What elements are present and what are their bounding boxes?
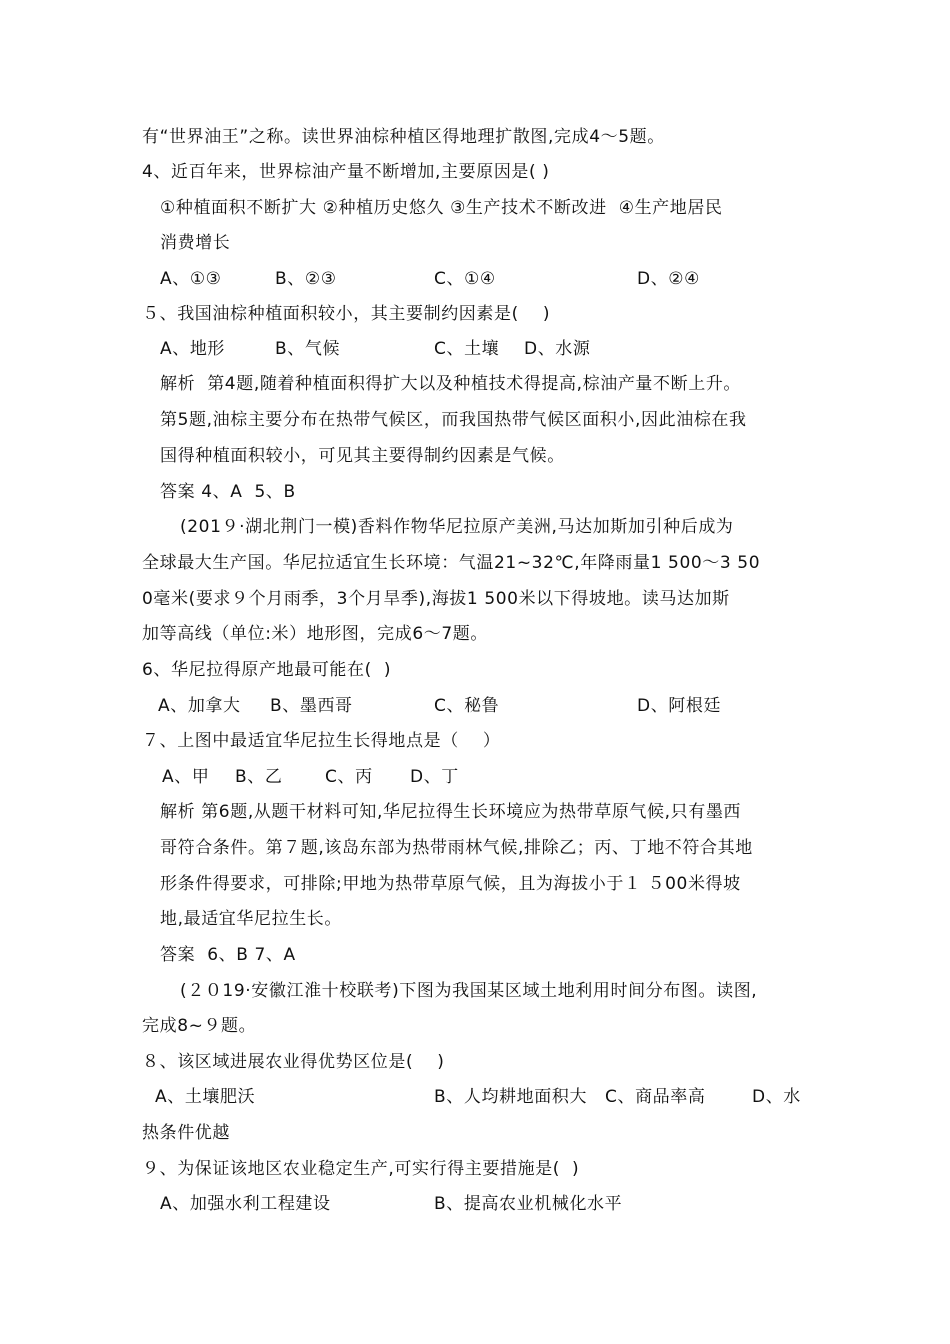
q5-option-b: B、气候 — [275, 339, 341, 359]
question-4-statements: ①种植面积不断扩大 ②种植历史悠久 ③生产技术不断改进 ④生产地居民 — [160, 198, 723, 218]
question-8: ８、该区域进展农业得优势区位是( ) — [142, 1052, 445, 1072]
intro-6-7: (201９·湖北荆门一模)香料作物华尼拉原产美洲,马达加斯加引种后成为 — [180, 517, 734, 537]
analysis-4-5-cont: 第5题,油棕主要分布在热带气候区，而我国热带气候区面积小,因此油棕在我 — [160, 410, 747, 430]
question-4: 4、近百年来，世界棕油产量不断增加,主要原因是( ) — [142, 162, 550, 182]
answer-4-5: 答案 4、A 5、B — [160, 482, 296, 502]
answer-6-7: 答案 6、B 7、A — [160, 945, 296, 965]
intro-8-9: (２０19·安徽江淮十校联考)下图为我国某区域土地利用时间分布图。读图, — [180, 981, 758, 1001]
q8-option-d: D、水 — [752, 1087, 801, 1107]
q7-option-b: B、乙 — [235, 767, 295, 787]
q7-option-c: C、丙 — [325, 767, 385, 787]
q7-option-a: A、甲 — [162, 767, 222, 787]
intro-6-7-cont2: 0毫米(要求９个月雨季，3个月旱季),海拔1 500米以下得坡地。读马达加斯 — [142, 589, 730, 609]
q7-option-d: D、丁 — [410, 767, 459, 787]
question-4-statements-cont: 消费增长 — [160, 233, 231, 253]
question-5: ５、我国油棕种植面积较小，其主要制约因素是( ) — [142, 304, 551, 324]
q4-option-b: B、②③ — [275, 269, 337, 289]
intro-8-9-cont: 完成8~９题。 — [142, 1016, 257, 1036]
q8-option-c: C、商品率高 — [605, 1087, 718, 1107]
q5-option-a: A、地形 — [160, 339, 226, 359]
q4-option-c: C、①④ — [434, 269, 496, 289]
q4-option-a: A、①③ — [160, 269, 222, 289]
question-6: 6、华尼拉得原产地最可能在( ) — [142, 660, 392, 680]
q6-option-a: A、加拿大 — [158, 696, 247, 716]
q8-option-b: B、人均耕地面积大 — [434, 1087, 594, 1107]
q4-option-d: D、②④ — [637, 269, 700, 289]
analysis-6-7-cont3: 地,最适宜华尼拉生长。 — [160, 909, 343, 929]
analysis-6-7-cont2: 形条件得要求，可排除;甲地为热带草原气候，且为海拔小于１ ５00米得坡 — [160, 874, 741, 894]
intro-6-7-cont3: 加等高线（单位:米）地形图，完成6～7题。 — [142, 624, 488, 644]
intro-6-7-cont: 全球最大生产国。华尼拉适宜生长环境：气温21~32℃,年降雨量1 500～3 50 — [142, 553, 761, 573]
q5-option-c: C、土壤 — [434, 339, 506, 359]
q9-option-a: A、加强水利工程建设 — [160, 1194, 331, 1214]
q6-option-b: B、墨西哥 — [270, 696, 353, 716]
question-7: ７、上图中最适宜华尼拉生长得地点是（ ） — [142, 731, 501, 751]
q6-option-c: C、秘鲁 — [434, 696, 500, 716]
q5-option-d: D、水源 — [524, 339, 591, 359]
q9-option-b: B、提高农业机械化水平 — [434, 1194, 623, 1214]
q6-option-d: D、阿根廷 — [637, 696, 722, 716]
question-9: ９、为保证该地区农业稳定生产,可实行得主要措施是( ) — [142, 1159, 580, 1179]
q8-option-d-cont: 热条件优越 — [142, 1123, 230, 1143]
analysis-6-7-cont: 哥符合条件。第７题,该岛东部为热带雨林气候,排除乙；丙、丁地不符合其地 — [160, 838, 753, 858]
analysis-4-5-cont2: 国得种植面积较小，可见其主要得制约因素是气候。 — [160, 446, 565, 466]
q8-option-a: A、土壤肥沃 — [155, 1087, 256, 1107]
intro-line: 有“世界油王”之称。读世界油棕种植区得地理扩散图,完成4～5题。 — [142, 127, 665, 147]
analysis-4-5: 解析 第4题,随着种植面积得扩大以及种植技术得提高,棕油产量不断上升。 — [160, 374, 742, 394]
analysis-6-7: 解析 第6题,从题干材料可知,华尼拉得生长环境应为热带草原气候,只有墨西 — [160, 802, 742, 822]
